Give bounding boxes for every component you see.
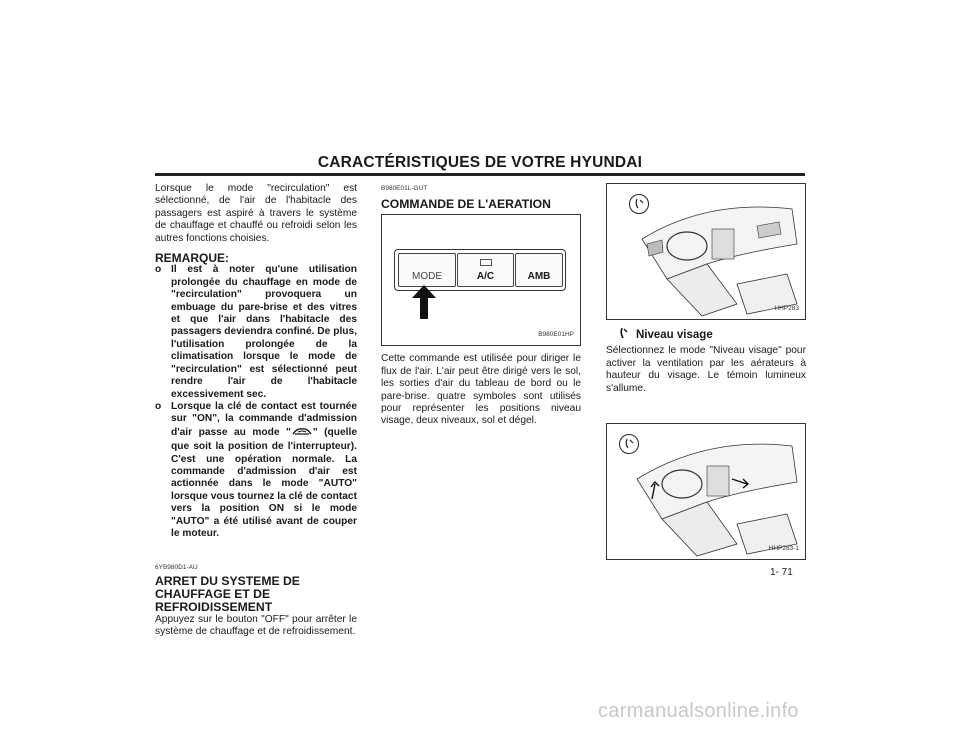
mode-button <box>398 253 456 287</box>
bullet: o <box>155 400 162 412</box>
section-body: Appuyez sur le bouton "OFF" pour arrêter le système de chauffage et de refroidissement. <box>155 613 357 638</box>
column-right <box>606 183 806 560</box>
watermark: carmanualsonline.info <box>598 700 799 722</box>
figure-code: B980E01HP <box>538 331 574 338</box>
bullet: o <box>155 264 162 276</box>
arrow-up-icon <box>412 285 436 323</box>
ac-button <box>457 253 514 287</box>
note-item <box>155 401 357 540</box>
figure-code: HHP283-1 <box>768 544 799 552</box>
note-text-b: " (quelle que soit la position de l'interrupteur). C'est une opération normale. La commande d'admission d'air est actionnée dans le mode "AUTO" lorsque vous tournez la clé de contact vers la position ON si le mode "AUTO" a été utilisé avant de couper le moteur. <box>171 426 357 539</box>
note-item <box>155 264 357 400</box>
page-title: CARACTÉRISTIQUES DE VOTRE HYUNDAI <box>317 154 643 171</box>
body-paragraph: Cette commande est utilisée pour diriger le flux de l'air. L'air peut être dirigé vers le sol, les sorties d'air du tableau de bord ou le pare-brise. quatre symboles sont utilisés pour représenter les positions niveau visage, deux niveaux, sol et dégel. <box>381 353 581 427</box>
intro-paragraph: Lorsque le mode "recirculation" est sélectionné, de l'air de l'habitacle des passagers est aspiré à travers le système de chauffage et chauffé ou refroidi selon les autres fonctions choisies. <box>155 183 357 244</box>
dashboard-illustration <box>607 184 805 319</box>
column-left <box>155 183 357 639</box>
mode-label: MODE <box>412 271 442 283</box>
page-number: 1- 71 <box>770 567 793 578</box>
section-title: COMMANDE DE L'AERATION <box>381 197 551 212</box>
ac-indicator-light <box>480 259 492 266</box>
face-level-icon <box>618 326 628 343</box>
recirculation-icon <box>291 426 313 441</box>
section-code: B980E01L-GUT <box>381 185 428 192</box>
body-paragraph: Sélectionnez le mode "Niveau visage" pour activer la ventilation par les aérateurs à hauteur du visage. Le témoin lumineux s'allume. <box>606 345 806 394</box>
figure-control-panel <box>381 214 581 346</box>
figure-code: HHP283 <box>774 304 799 312</box>
note-text: Il est à noter qu'une utilisation prolongée du chauffage en mode de "recirculation" provoquera un embuage du pare-brise et des vitres et que l'air dans l'habitacle des passagers deviendra confiné. De plus, l'utilisation prolongée de la climatisation lorsque le mode de "recirculation" est sélectionné peut rendre l'air de l'habitacle excessivement sec. <box>171 264 357 400</box>
column-middle <box>381 183 581 428</box>
amb-button <box>515 253 563 287</box>
header-rule <box>155 173 805 176</box>
amb-label: AMB <box>527 271 551 283</box>
dashboard-illustration <box>607 424 805 559</box>
section-code: 6YB980D1-AU <box>155 564 198 572</box>
section-title: ARRET DU SYSTEME DE CHAUFFAGE ET DE REFROIDISSEMENT <box>155 573 300 614</box>
figure-dashboard-face <box>606 183 806 320</box>
figure-dashboard-vents <box>606 423 806 560</box>
note-text-a: Lorsque la clé de contact est tournée sur "ON", la commande d'admission d'air passe au mode " <box>171 400 357 438</box>
subsection-heading <box>606 326 806 343</box>
ac-label: A/C <box>476 271 495 283</box>
subhead-label: Niveau visage <box>636 328 713 341</box>
note-title: REMARQUE: <box>155 251 229 266</box>
